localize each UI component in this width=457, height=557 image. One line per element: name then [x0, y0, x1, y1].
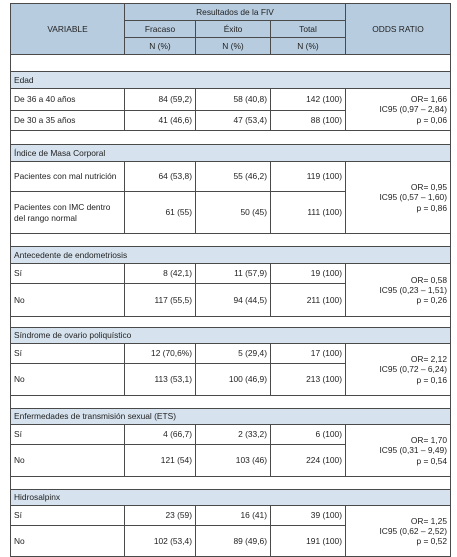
- cell-total: 119 (100): [271, 162, 346, 192]
- odds-line: IC95 (0,31 – 9,49): [379, 445, 447, 456]
- section-spacer: [11, 55, 451, 72]
- table-row: [11, 264, 451, 284]
- header-exito: Éxito: [196, 21, 271, 38]
- odds-line: p = 0,26: [416, 295, 447, 306]
- header-row-1: [11, 4, 451, 21]
- spacer-cell: [11, 317, 451, 328]
- odds-line: OR= 0,58: [410, 274, 447, 285]
- odds-line: OR= 1,25: [410, 515, 447, 526]
- cell-exito: 100 (46,9): [196, 364, 271, 396]
- cell-total: 213 (100): [271, 364, 346, 396]
- odds-ratio-cell: [346, 506, 451, 557]
- odds-line: p = 0,86: [416, 202, 447, 213]
- odds-ratio-cell: [346, 344, 451, 396]
- table-row: [11, 89, 451, 111]
- odds-line: IC95 (0,62 – 2,52): [379, 525, 447, 536]
- section-row: [11, 490, 451, 506]
- fiv-results-table: [10, 3, 451, 557]
- cell-exito: 5 (29,4): [196, 344, 271, 364]
- cell-exito: 103 (46): [196, 445, 271, 477]
- section-row: [11, 72, 451, 89]
- row-label: No: [11, 445, 125, 477]
- spacer-cell: [11, 234, 451, 247]
- header-fracaso: Fracaso: [125, 21, 196, 38]
- section-title: Hidrosalpinx: [11, 490, 451, 506]
- row-label: Sí: [11, 425, 125, 445]
- odds-line: IC95 (0,97 – 2,84): [379, 104, 447, 115]
- odds-ratio-cell: [346, 264, 451, 317]
- section-title: Enfermedades de transmisión sexual (ETS): [11, 409, 451, 425]
- odds-ratio-cell: [346, 89, 451, 131]
- cell-exito: 47 (53,4): [196, 111, 271, 131]
- odds-line: OR= 0,95: [410, 182, 447, 193]
- odds-ratio-cell: [346, 162, 451, 234]
- cell-fracaso: 84 (59,2): [125, 89, 196, 111]
- cell-total: 39 (100): [271, 506, 346, 526]
- header-total: Total: [271, 21, 346, 38]
- section-spacer: [11, 477, 451, 490]
- cell-total: 88 (100): [271, 111, 346, 131]
- cell-total: 224 (100): [271, 445, 346, 477]
- cell-total: 111 (100): [271, 192, 346, 234]
- section-row: [11, 328, 451, 344]
- odds-line: p = 0,52: [416, 536, 447, 547]
- section-spacer: [11, 234, 451, 247]
- section-title: Síndrome de ovario poliquístico: [11, 328, 451, 344]
- row-label: De 36 a 40 años: [11, 89, 125, 111]
- header-odds-ratio: ODDS RATIO: [346, 4, 451, 55]
- spacer-cell: [11, 131, 451, 145]
- row-label: Sí: [11, 264, 125, 284]
- section-title: Edad: [11, 72, 451, 89]
- cell-fracaso: 64 (53,8): [125, 162, 196, 192]
- cell-fracaso: 41 (46,6): [125, 111, 196, 131]
- cell-fracaso: 121 (54): [125, 445, 196, 477]
- cell-exito: 89 (49,6): [196, 526, 271, 557]
- section-title: Antecedente de endometriosis: [11, 247, 451, 264]
- table-row: [11, 162, 451, 192]
- odds-line: p = 0,06: [416, 114, 447, 125]
- spacer-cell: [11, 55, 451, 72]
- header-n-pct-exito: N (%): [196, 38, 271, 55]
- odds-line: p = 0,16: [416, 374, 447, 385]
- odds-line: OR= 2,12: [410, 354, 447, 365]
- header-resultados: Resultados de la FIV: [125, 4, 346, 21]
- header-n-pct-fracaso: N (%): [125, 38, 196, 55]
- row-label: Pacientes con mal nutrición: [11, 162, 125, 192]
- cell-total: 19 (100): [271, 264, 346, 284]
- odds-line: p = 0,54: [416, 455, 447, 466]
- table-row: [11, 425, 451, 445]
- cell-fracaso: 8 (42,1): [125, 264, 196, 284]
- header-n-pct-total: N (%): [271, 38, 346, 55]
- cell-exito: 16 (41): [196, 506, 271, 526]
- cell-exito: 58 (40,8): [196, 89, 271, 111]
- spacer-cell: [11, 396, 451, 409]
- header-variable: VARIABLE: [11, 4, 125, 55]
- section-row: [11, 145, 451, 162]
- section-row: [11, 409, 451, 425]
- cell-fracaso: 102 (53,4): [125, 526, 196, 557]
- cell-exito: 55 (46,2): [196, 162, 271, 192]
- cell-exito: 50 (45): [196, 192, 271, 234]
- section-spacer: [11, 396, 451, 409]
- section-title: Índice de Masa Corporal: [11, 145, 451, 162]
- cell-total: 6 (100): [271, 425, 346, 445]
- cell-exito: 94 (44,5): [196, 284, 271, 317]
- table-row: [11, 506, 451, 526]
- odds-line: IC95 (0,72 – 6,24): [379, 364, 447, 375]
- row-label: No: [11, 526, 125, 557]
- spacer-cell: [11, 477, 451, 490]
- cell-fracaso: 4 (66,7): [125, 425, 196, 445]
- section-row: [11, 247, 451, 264]
- cell-fracaso: 23 (59): [125, 506, 196, 526]
- row-label: No: [11, 284, 125, 317]
- odds-line: IC95 (0,23 – 1,51): [379, 284, 447, 295]
- row-label: Sí: [11, 344, 125, 364]
- section-spacer: [11, 131, 451, 145]
- cell-total: 17 (100): [271, 344, 346, 364]
- odds-line: IC95 (0,57 – 1,60): [379, 192, 447, 203]
- cell-fracaso: 117 (55,5): [125, 284, 196, 317]
- row-label: Pacientes con IMC dentro del rango normal: [11, 192, 125, 234]
- cell-total: 191 (100): [271, 526, 346, 557]
- row-label: De 30 a 35 años: [11, 111, 125, 131]
- odds-ratio-cell: [346, 425, 451, 477]
- cell-exito: 11 (57,9): [196, 264, 271, 284]
- cell-fracaso: 61 (55): [125, 192, 196, 234]
- section-spacer: [11, 317, 451, 328]
- odds-line: OR= 1,70: [410, 435, 447, 446]
- row-label: Sí: [11, 506, 125, 526]
- cell-exito: 2 (33,2): [196, 425, 271, 445]
- row-label: No: [11, 364, 125, 396]
- cell-fracaso: 113 (53,1): [125, 364, 196, 396]
- cell-total: 211 (100): [271, 284, 346, 317]
- table-row: [11, 344, 451, 364]
- cell-total: 142 (100): [271, 89, 346, 111]
- cell-fracaso: 12 (70,6%): [125, 344, 196, 364]
- odds-line: OR= 1,66: [410, 94, 447, 105]
